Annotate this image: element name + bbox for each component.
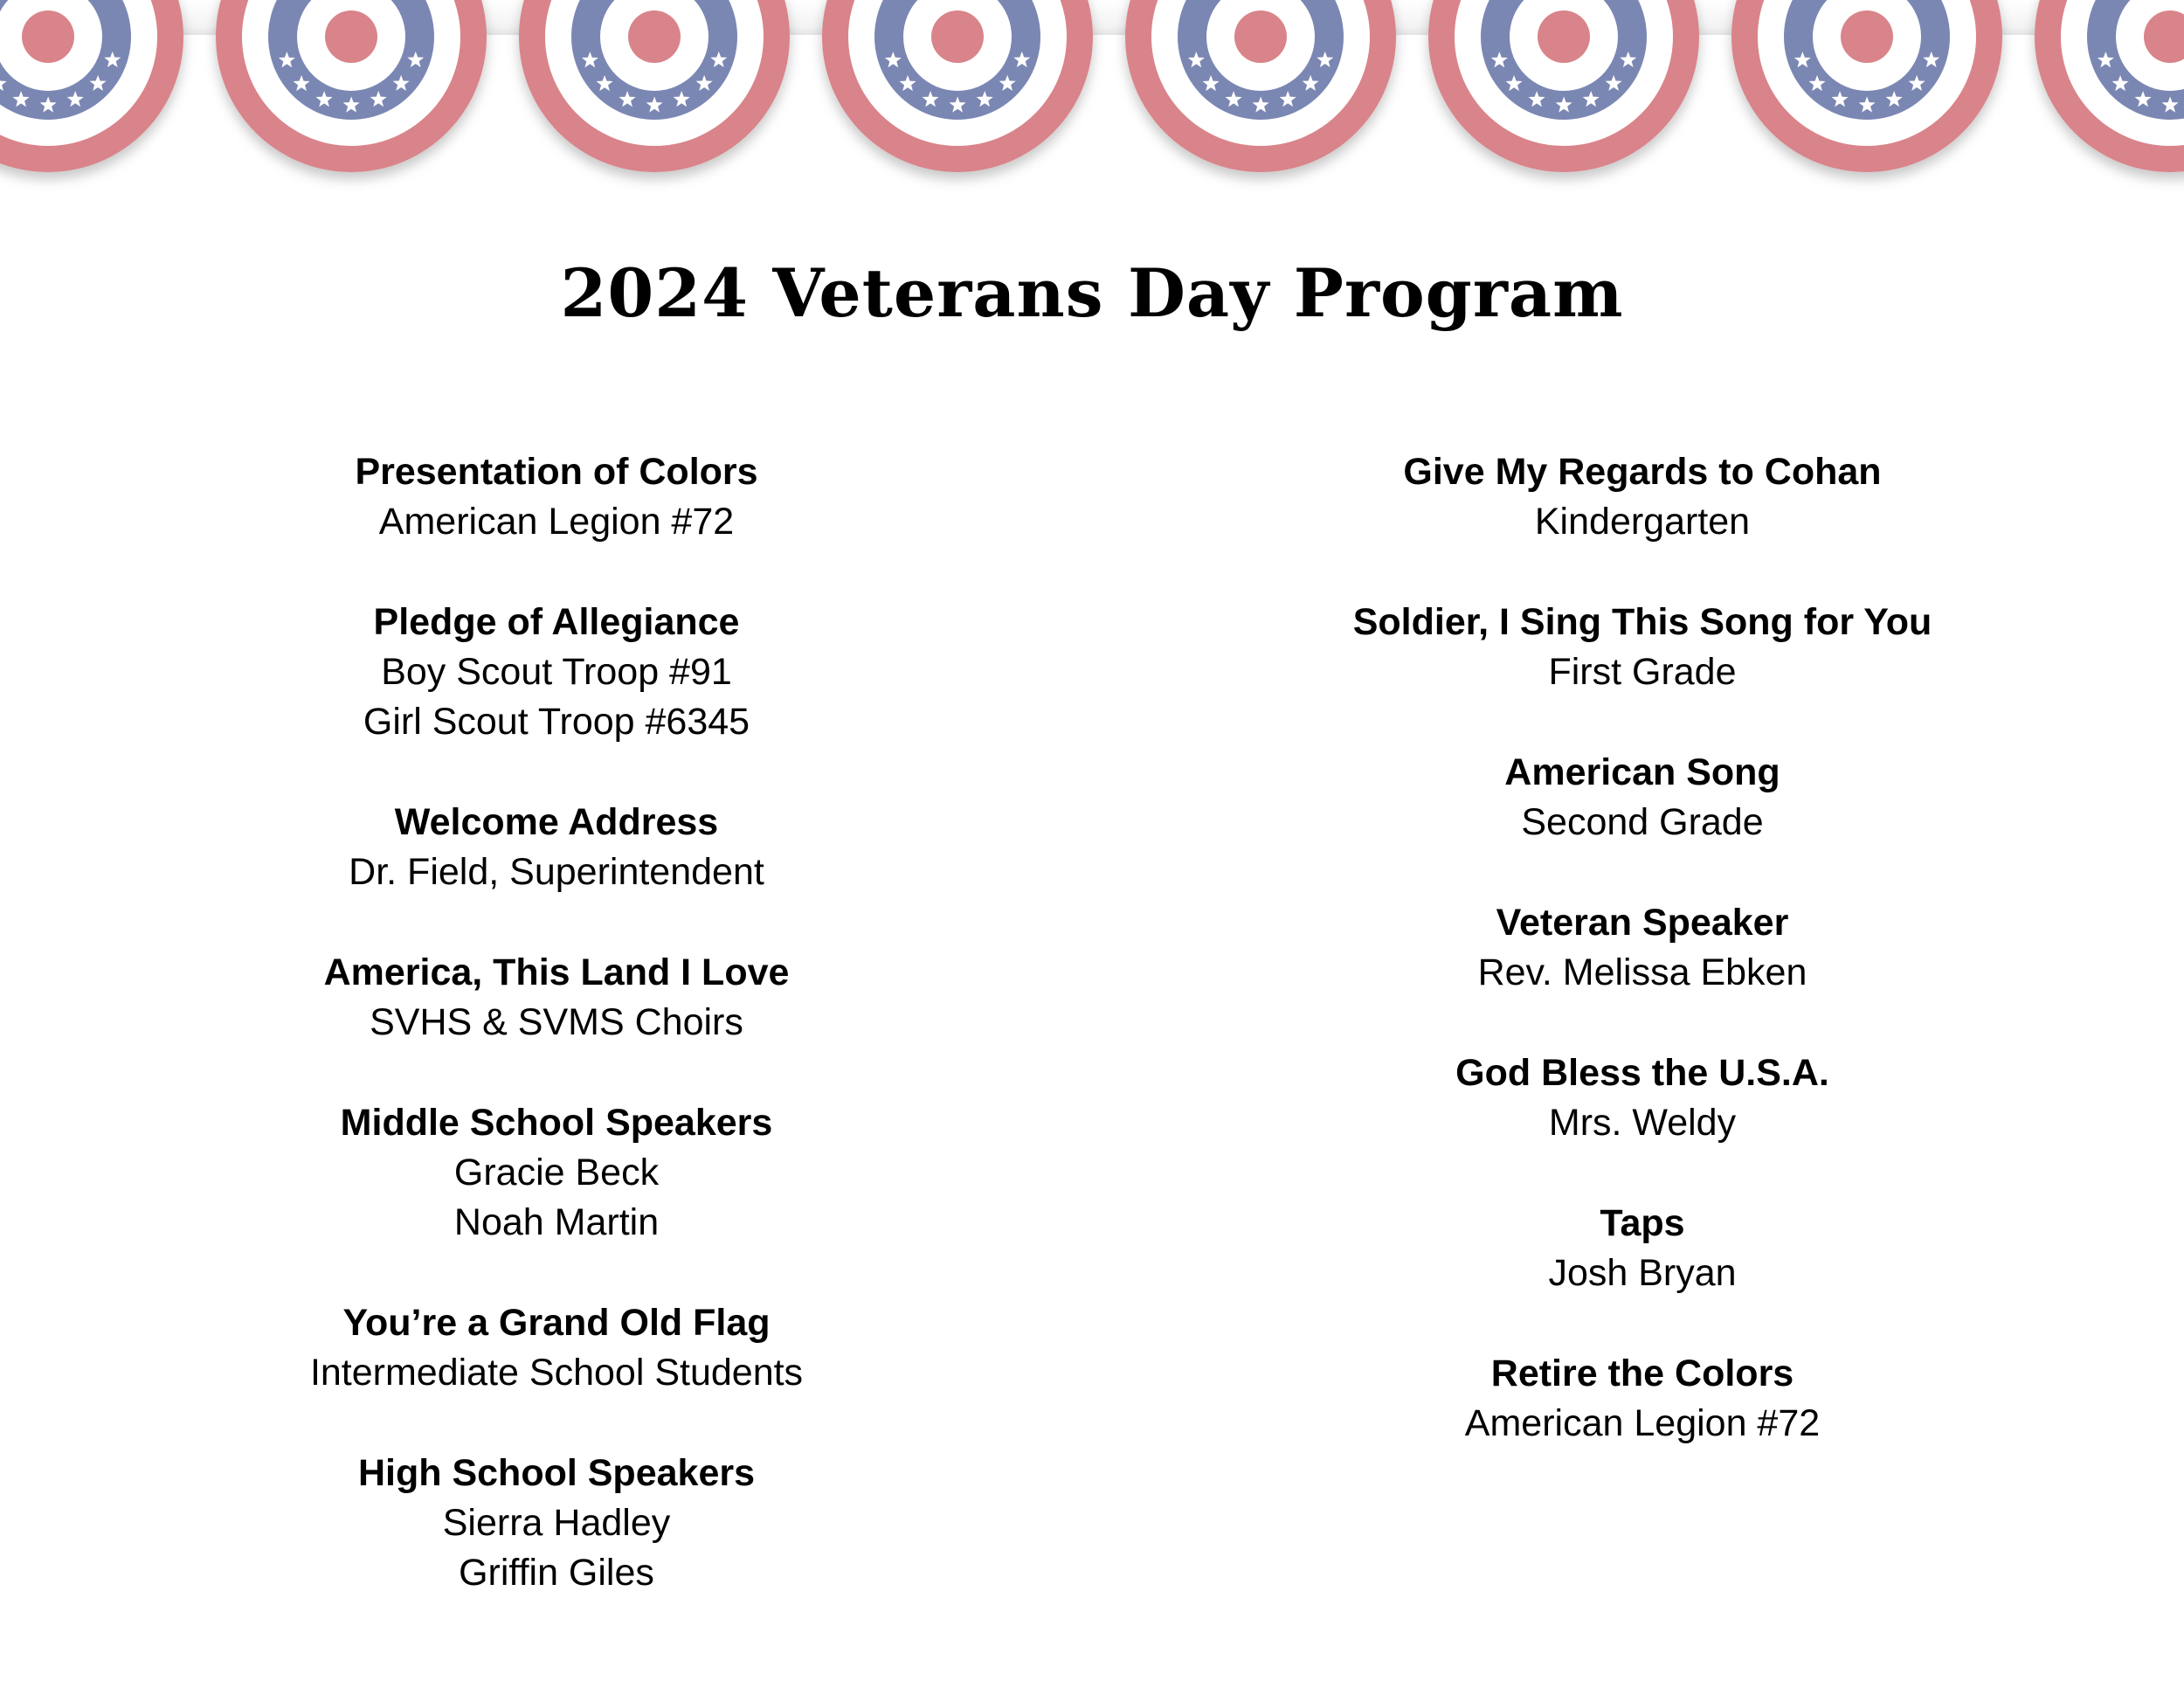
program-item-soldier-i-sing-this-song xyxy=(1206,598,2079,697)
program-item-title: Soldier, I Sing This Song for You xyxy=(1352,601,1932,643)
program-item-title: Veteran Speaker xyxy=(1496,902,1789,944)
program-item-retire-the-colors xyxy=(1206,1349,2079,1449)
program-item-performer: Second Grade xyxy=(1521,801,1764,843)
program-item-performer: Josh Bryan xyxy=(1548,1252,1737,1294)
program-item-title: High School Speakers xyxy=(357,1452,756,1494)
program-item-title: Give My Regards to Cohan xyxy=(1403,451,1882,493)
program-item-performer: Sierra Hadley xyxy=(442,1502,671,1544)
program-item-high-school-speakers xyxy=(120,1449,993,1598)
program-item-performer: Griffin Giles xyxy=(459,1552,654,1594)
program-item-america-this-land-i-love xyxy=(120,948,993,1048)
program-item-performer: Noah Martin xyxy=(453,1201,660,1243)
program-item-performer: Intermediate School Students xyxy=(309,1352,804,1394)
program-item-title: Middle School Speakers xyxy=(340,1102,773,1144)
bunting-fan xyxy=(519,0,790,172)
program-item-performer: Dr. Field, Superintendent xyxy=(349,851,764,893)
bunting-fan xyxy=(216,0,487,172)
program-item-performer: American Legion #72 xyxy=(1464,1402,1821,1444)
program-item-title: America, This Land I Love xyxy=(323,951,790,993)
program-item-performer: American Legion #72 xyxy=(378,501,735,543)
program-item-title: Presentation of Colors xyxy=(355,451,758,493)
program-item-welcome-address xyxy=(120,798,993,897)
program-item-performer: Kindergarten xyxy=(1534,501,1751,543)
program-item-performer: Mrs. Weldy xyxy=(1548,1102,1737,1144)
program-item-performer: SVHS & SVMS Choirs xyxy=(370,1001,743,1043)
program-item-performer: Rev. Melissa Ebken xyxy=(1477,951,1807,993)
program-item-american-song xyxy=(1206,748,2079,847)
program-item-pledge-of-allegiance xyxy=(120,598,993,747)
bunting-fan xyxy=(2035,0,2184,172)
program-column-right xyxy=(1206,447,2079,1499)
bunting-fan xyxy=(822,0,1093,172)
program-item-title: Taps xyxy=(1600,1202,1685,1244)
bunting-fan xyxy=(0,0,183,172)
program-item-title: Welcome Address xyxy=(394,801,719,843)
program-item-performer: First Grade xyxy=(1548,651,1737,693)
program-item-taps xyxy=(1206,1199,2079,1298)
program-item-god-bless-the-usa xyxy=(1206,1048,2079,1148)
program-item-title: Retire the Colors xyxy=(1490,1352,1794,1394)
program-item-presentation-of-colors xyxy=(120,447,993,547)
program-item-title: You’re a Grand Old Flag xyxy=(342,1302,771,1344)
bunting-graphic xyxy=(0,0,2184,201)
bunting-fan xyxy=(1428,0,1699,172)
program-item-performer: Girl Scout Troop #6345 xyxy=(363,701,750,743)
page-title: 2024 Veterans Day Program xyxy=(560,254,1624,332)
bunting-fan xyxy=(1125,0,1396,172)
patriotic-bunting-banner xyxy=(0,0,2184,201)
program-item-performer: Gracie Beck xyxy=(453,1152,660,1193)
program-item-middle-school-speakers xyxy=(120,1098,993,1248)
program-item-grand-old-flag xyxy=(120,1298,993,1398)
program-item-title: God Bless the U.S.A. xyxy=(1455,1052,1829,1094)
program-item-veteran-speaker xyxy=(1206,898,2079,998)
bunting-fan xyxy=(1731,0,2002,172)
program-item-title: American Song xyxy=(1504,751,1780,793)
program-item-title: Pledge of Allegiance xyxy=(373,601,740,643)
program-column-left xyxy=(120,447,993,1649)
program-item-performer: Boy Scout Troop #91 xyxy=(381,651,732,693)
program-item-give-my-regards-to-cohan xyxy=(1206,447,2079,547)
